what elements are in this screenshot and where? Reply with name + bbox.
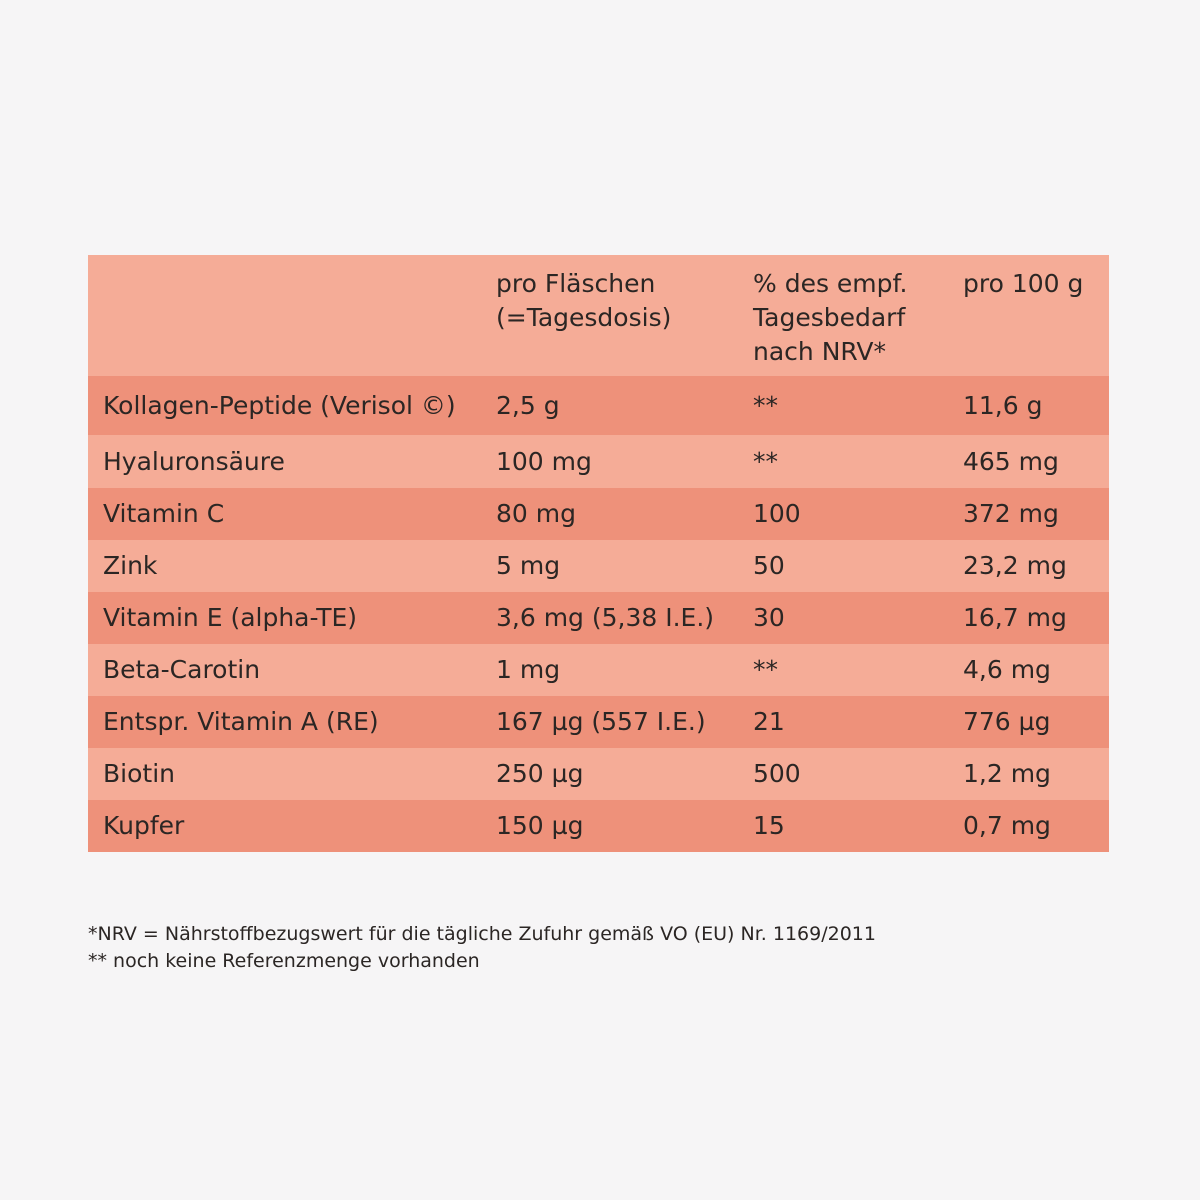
cell-nutrient: Zink bbox=[103, 551, 158, 580]
cell-per-bottle: 167 µg (557 I.E.) bbox=[496, 707, 706, 736]
header-cell-per-bottle: pro Fläschen (=Tagesdosis) bbox=[496, 269, 672, 332]
table-row bbox=[88, 800, 1109, 852]
cell-per-100g: 1,2 mg bbox=[963, 759, 1051, 788]
footnotes bbox=[88, 921, 876, 975]
table-row bbox=[88, 376, 1109, 435]
footnote-nrv: *NRV = Nährstoffbezugswert für die tägliche Zufuhr gemäß VO (EU) Nr. 1169/2011 bbox=[88, 923, 876, 945]
cell-nutrient: Vitamin C bbox=[103, 499, 225, 528]
cell-per-100g: 372 mg bbox=[963, 499, 1059, 528]
cell-per-100g: 16,7 mg bbox=[963, 603, 1067, 632]
cell-nrv-percent: ** bbox=[753, 390, 778, 420]
cell-nrv-percent: 100 bbox=[753, 499, 801, 528]
cell-per-bottle: 2,5 g bbox=[496, 390, 560, 420]
cell-per-bottle: 80 mg bbox=[496, 499, 576, 528]
cell-nrv-percent: 15 bbox=[753, 811, 785, 840]
table-row bbox=[88, 435, 1109, 488]
cell-nrv-percent: 500 bbox=[753, 759, 801, 788]
cell-nutrient: Biotin bbox=[103, 759, 175, 788]
cell-nrv-percent: ** bbox=[753, 655, 778, 684]
header-cell-per-100g: pro 100 g bbox=[963, 269, 1084, 298]
cell-per-100g: 776 µg bbox=[963, 707, 1051, 736]
table-row bbox=[88, 592, 1109, 644]
cell-nrv-percent: 21 bbox=[753, 707, 785, 736]
table-row bbox=[88, 696, 1109, 748]
cell-nrv-percent: 30 bbox=[753, 603, 785, 632]
cell-per-bottle: 5 mg bbox=[496, 551, 561, 580]
nutrition-table bbox=[88, 255, 1109, 852]
cell-nrv-percent: 50 bbox=[753, 551, 785, 580]
cell-per-100g: 11,6 g bbox=[963, 390, 1043, 420]
cell-nrv-percent: ** bbox=[753, 446, 778, 476]
cell-per-100g: 0,7 mg bbox=[963, 811, 1051, 840]
header-cell-nrv-percent: % des empf. Tagesbedarf nach NRV* bbox=[753, 269, 908, 366]
cell-per-bottle: 250 µg bbox=[496, 759, 584, 788]
cell-per-bottle: 150 µg bbox=[496, 811, 584, 840]
cell-nutrient: Beta-Carotin bbox=[103, 655, 261, 684]
table-row bbox=[88, 540, 1109, 592]
cell-nutrient: Hyaluronsäure bbox=[103, 446, 285, 476]
table-body bbox=[88, 376, 1109, 852]
table-header-row bbox=[88, 255, 1109, 376]
cell-per-100g: 465 mg bbox=[963, 446, 1059, 476]
cell-per-100g: 4,6 mg bbox=[963, 655, 1051, 684]
cell-nutrient: Entspr. Vitamin A (RE) bbox=[103, 707, 379, 736]
cell-nutrient: Vitamin E (alpha-TE) bbox=[103, 603, 358, 632]
table-row bbox=[88, 488, 1109, 540]
table-row bbox=[88, 644, 1109, 696]
table-row bbox=[88, 748, 1109, 800]
cell-per-bottle: 1 mg bbox=[496, 655, 561, 684]
cell-nutrient: Kupfer bbox=[103, 811, 185, 840]
cell-per-bottle: 3,6 mg (5,38 I.E.) bbox=[496, 603, 715, 632]
cell-per-bottle: 100 mg bbox=[496, 446, 592, 476]
footnote-reference: ** noch keine Referenzmenge vorhanden bbox=[88, 950, 480, 972]
cell-per-100g: 23,2 mg bbox=[963, 551, 1067, 580]
cell-nutrient: Kollagen-Peptide (Verisol ©) bbox=[103, 390, 456, 420]
